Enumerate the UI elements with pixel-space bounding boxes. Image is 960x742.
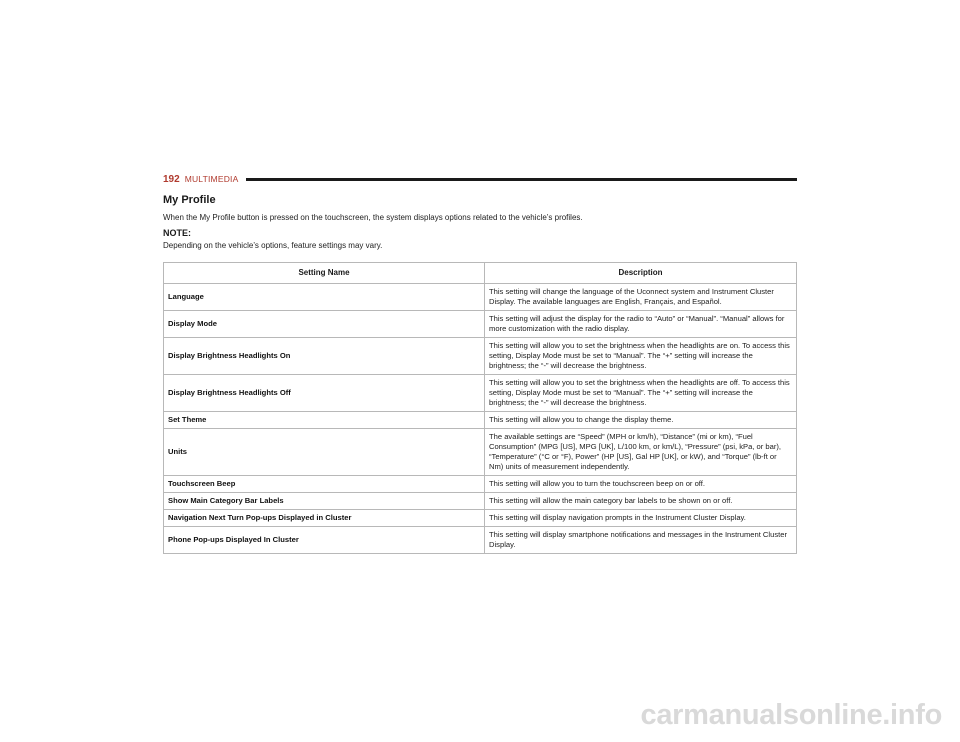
section-label: MULTIMEDIA	[184, 174, 239, 184]
settings-table	[163, 262, 797, 554]
setting-description: This setting will allow you to set the brightness when the headlights are on. To access this setting, Display Mode must be set to “Manual”. The “+” setting will increase the brightness; the “-” will decrease the brightness.	[485, 338, 797, 375]
column-header-description: Description	[485, 263, 797, 284]
table-row	[164, 375, 797, 412]
setting-description: This setting will display navigation prompts in the Instrument Cluster Display.	[485, 510, 797, 527]
setting-description: This setting will change the language of the Uconnect system and Instrument Cluster Display. The available languages are English, Français, and Español.	[485, 284, 797, 311]
table-row	[164, 412, 797, 429]
table-row	[164, 311, 797, 338]
table-row	[164, 493, 797, 510]
setting-name: Show Main Category Bar Labels	[164, 493, 485, 510]
setting-description: This setting will allow you to turn the touchscreen beep on or off.	[485, 476, 797, 493]
setting-name: Display Mode	[164, 311, 485, 338]
table-row	[164, 338, 797, 375]
intro-paragraph: When the My Profile button is pressed on the touchscreen, the system displays options related to the vehicle’s profiles.	[163, 213, 583, 222]
setting-name: Set Theme	[164, 412, 485, 429]
page-number: 192	[163, 173, 180, 185]
setting-name: Display Brightness Headlights Off	[164, 375, 485, 412]
table-row	[164, 476, 797, 493]
setting-description: This setting will allow you to change the display theme.	[485, 412, 797, 429]
table-row	[164, 527, 797, 554]
setting-name: Touchscreen Beep	[164, 476, 485, 493]
setting-name: Phone Pop-ups Displayed In Cluster	[164, 527, 485, 554]
setting-name: Display Brightness Headlights On	[164, 338, 485, 375]
table-header-row	[164, 263, 797, 284]
header-rule	[246, 178, 797, 181]
setting-description: This setting will display smartphone notifications and messages in the Instrument Cluster Display.	[485, 527, 797, 554]
note-label: NOTE:	[163, 228, 191, 238]
setting-name: Language	[164, 284, 485, 311]
setting-description: This setting will allow the main category bar labels to be shown on or off.	[485, 493, 797, 510]
table-row	[164, 510, 797, 527]
setting-description: The available settings are “Speed” (MPH or km/h), “Distance” (mi or km), “Fuel Consumption” (MPG [US], MPG [UK], L/100 km, or km/L), “Pressure” (psi, kPa, or bar), “Temperature” (°C or °F), Power” (HP [US], Gal HP [UK], or kW), and “Torque” (lb-ft or Nm) units of measurement independently.	[485, 429, 797, 476]
setting-description: This setting will allow you to set the brightness when the headlights are off. To access this setting, Display Mode must be set to “Manual”. The “+” setting will increase the brightness; the “-” will decrease the brightness.	[485, 375, 797, 412]
setting-description: This setting will adjust the display for the radio to “Auto” or “Manual”. “Manual” allows for more customization with the radio display.	[485, 311, 797, 338]
setting-name: Navigation Next Turn Pop-ups Displayed in Cluster	[164, 510, 485, 527]
setting-name: Units	[164, 429, 485, 476]
column-header-setting-name: Setting Name	[164, 263, 485, 284]
note-text: Depending on the vehicle’s options, feature settings may vary.	[163, 241, 383, 250]
watermark: carmanualsonline.info	[640, 699, 942, 731]
table-row	[164, 429, 797, 476]
section-title: My Profile	[163, 194, 216, 206]
page-header	[163, 171, 797, 187]
table-row	[164, 284, 797, 311]
